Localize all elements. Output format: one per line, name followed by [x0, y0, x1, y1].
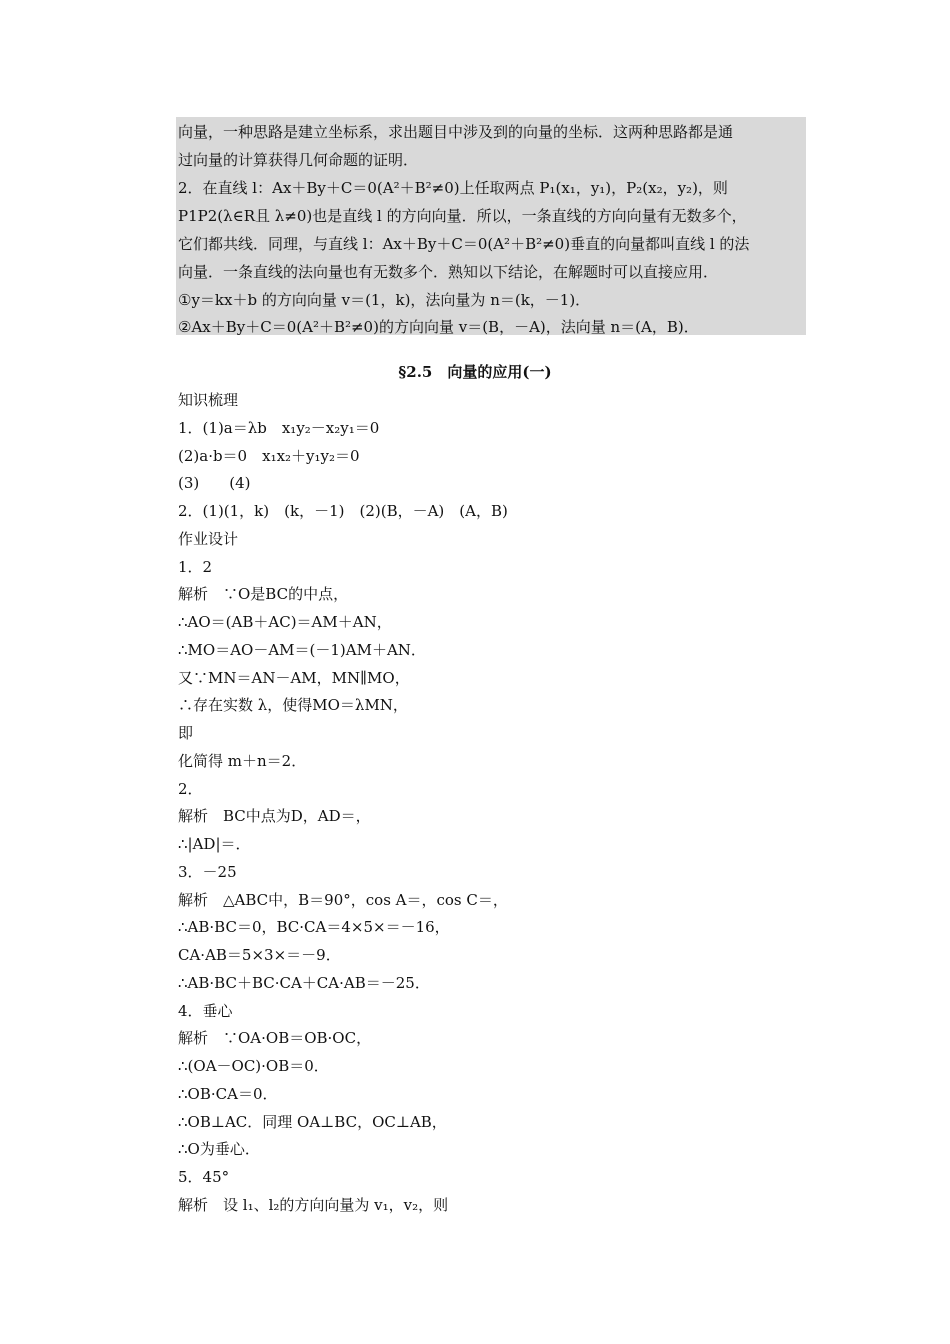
passage-line: P1P2(λ∈R且 λ≠0)也是直线 l 的方向向量．所以，一条直线的方向向量有无数多个， [178, 207, 747, 225]
body-line: 知识梳理 [178, 391, 239, 409]
passage-line: 它们都共线．同理，与直线 l：Ax＋By＋C＝0(A²＋B²≠0)垂直的向量都叫直线 l 的法 [178, 235, 750, 253]
body-line: 解析 BC中点为D，AD＝， [178, 807, 371, 825]
body-line: (3) (4) [178, 474, 251, 492]
body-line: (2)a·b＝0 x₁x₂＋y₁y₂＝0 [178, 447, 360, 465]
passage-line: 2．在直线 l：Ax＋By＋C＝0(A²＋B²≠0)上任取两点 P₁(x₁，y₁)，P₂(x₂，y₂)，则 [178, 179, 728, 197]
body-line: ∴O为垂心． [178, 1140, 260, 1158]
body-line: 解析 ∵O是BC的中点， [178, 585, 349, 603]
body-line: ∴存在实数 λ，使得MO＝λMN， [178, 696, 408, 714]
body-line: 5．45° [178, 1168, 230, 1186]
body-line: ∴|AD|＝． [178, 835, 251, 853]
body-line: 又∵MN＝AN－AM，MN∥MO， [178, 669, 410, 687]
body-line: 作业设计 [178, 530, 239, 548]
passage-line: 过向量的计算获得几何命题的证明． [178, 151, 419, 169]
body-line: 解析 △ABC中，B＝90°，cos A＝，cos C＝， [178, 891, 508, 909]
body-line: ∴AB·BC＋BC·CA＋CA·AB＝－25． [178, 974, 430, 992]
body-line: ∴(OA－OC)·OB＝0． [178, 1057, 329, 1075]
body-line: ∴AB·BC＝0，BC·CA＝4×5×＝－16， [178, 918, 450, 936]
body-line: 1．(1)a＝λb x₁y₂－x₂y₁＝0 [178, 419, 380, 437]
body-line: 2．(1)(1，k) (k，－1) (2)(B，－A) (A，B) [178, 502, 508, 520]
passage-line: ②Ax＋By＋C＝0(A²＋B²≠0)的方向向量 v＝(B，－A)，法向量 n＝(A，B)． [178, 318, 699, 336]
passage-line: 向量，一种思路是建立坐标系，求出题目中涉及到的向量的坐标．这两种思路都是通 [178, 123, 734, 141]
section-title: §2.5 向量的应用(一) [398, 363, 552, 381]
passage-line: 向量．一条直线的法向量也有无数多个．熟知以下结论，在解题时可以直接应用． [178, 263, 719, 281]
body-line: 解析 ∵OA·OB＝OB·OC， [178, 1029, 372, 1047]
body-line: 3．－25 [178, 863, 237, 881]
body-line: 4．垂心 [178, 1002, 233, 1020]
body-line: CA·AB＝5×3×＝－9． [178, 946, 341, 964]
body-line: 即 [178, 724, 194, 742]
body-line: ∴OB⊥AC．同理 OA⊥BC，OC⊥AB， [178, 1113, 447, 1131]
body-line: ∴OB·CA＝0． [178, 1085, 278, 1103]
body-line: 解析 设 l₁、l₂的方向向量为 v₁，v₂，则 [178, 1196, 449, 1214]
body-line: 1．2 [178, 558, 213, 576]
body-line: 2． [178, 780, 203, 798]
body-line: 化简得 m＋n＝2． [178, 752, 307, 770]
passage-line: ①y＝kx＋b 的方向向量 v＝(1，k)，法向量为 n＝(k，－1)． [178, 291, 591, 309]
body-line: ∴MO＝AO－AM＝(－1)AM＋AN． [178, 641, 426, 659]
body-line: ∴AO＝(AB＋AC)＝AM＋AN， [178, 613, 392, 631]
